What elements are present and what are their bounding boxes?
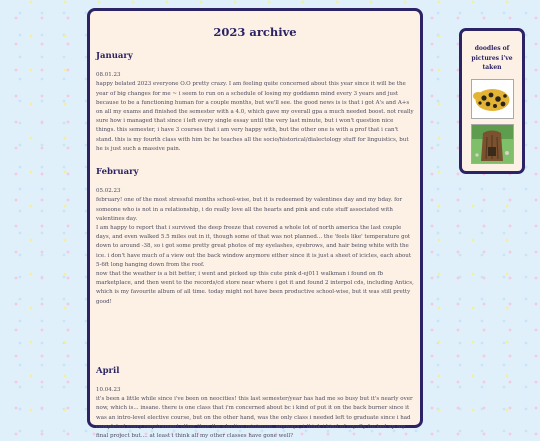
- doodles-sidebar: [459, 28, 525, 174]
- entry-body: happy belated 2023 everyone O.O pretty crazy. I am feeling quite concerned about this year since it will be the year of big changes for me ~ i seem to run on a schedule of losing my goddamn mind every 3 years and just because to be a functioning human for a couple months, but we'll see. the good news is is that i got A's and A+s on all my exams and finished the semester with a 4.0, which gave my overall gpa a much needed boost. not really sure how i managed that since i left every single essay until the very last minute, but i won't question nice things. this semester, i have 3 courses that i am very happy with, but the other one is with a prof that i can't stand. this is my fourth class with him bc he teaches all the socio/historical/dialectology stuff for linguistics, but he is just such a massive pain.: [96, 81, 414, 152]
- entry-month-heading: February: [96, 167, 139, 178]
- page-title: 2023 archive: [213, 25, 297, 39]
- journal-entry-april: [96, 367, 414, 441]
- sidebar-title: doodles of pictures i've taken: [471, 45, 513, 71]
- leopard-gecko-doodle-icon: [472, 80, 513, 118]
- entry-body: it's been a little while since i've been on neocities! this last semester/year has had me so busy but it's nearly over now, which is... insane. there is one class that i'm concerned about bc i kind of put it on the back burner since it was an intro-level elective course, but on the other hand, was the only class i needed left to graduate since i had completed every requirement other than the elective minimum. anyways, i think i kind of royally fucked up my final project but.... at least i think all my other classes have gone well?: [96, 396, 413, 440]
- entry-date: 08.01.23: [96, 72, 121, 79]
- archive-content: [90, 25, 420, 441]
- entry-date: 10.04.23: [96, 387, 121, 394]
- journal-entry-january: [96, 52, 414, 154]
- entry-body: february! one of the most stressful months school-wise, but it is redeemed by valentines day and my bday. for someone who is not in a relationship, i do really love all the hearts and pink and cute stuff associated with valentines day. I am happy to report that i survived the deep freeze that covered a whole lot of north america the last couple days, and even walked 5.5 miles out in it, though some of that was not planned... the 'feels like' temperature got down to around -38, so i got some pretty great photos of my eyelashes, eyebrows, and hair being white with the ice. i don't have much of a view out the back window anymore either since it is just a sheet of icicles, each about 5-6ft long hanging down from the roof. now that the weather is a bit better, i went and picked up this cute pink d-ej011 walkman i found on fb marketplace, and then went to the records/cd store near where i got it and found 2 interpol cds, including Antics, which is my favourite album of all time. today might not have been productive school-wise, but it was still pretty good!: [96, 197, 414, 305]
- archive-panel: [87, 8, 423, 440]
- entry-month-heading: April: [96, 365, 120, 376]
- journal-entry-february: [96, 168, 414, 307]
- tree-stump-doodle-icon: [472, 125, 513, 163]
- doodle-thumbnail-gecko[interactable]: [471, 79, 514, 119]
- entry-date: 05.02.23: [96, 188, 121, 195]
- entry-month-heading: January: [96, 51, 133, 61]
- doodle-thumbnail-stump[interactable]: [471, 124, 514, 164]
